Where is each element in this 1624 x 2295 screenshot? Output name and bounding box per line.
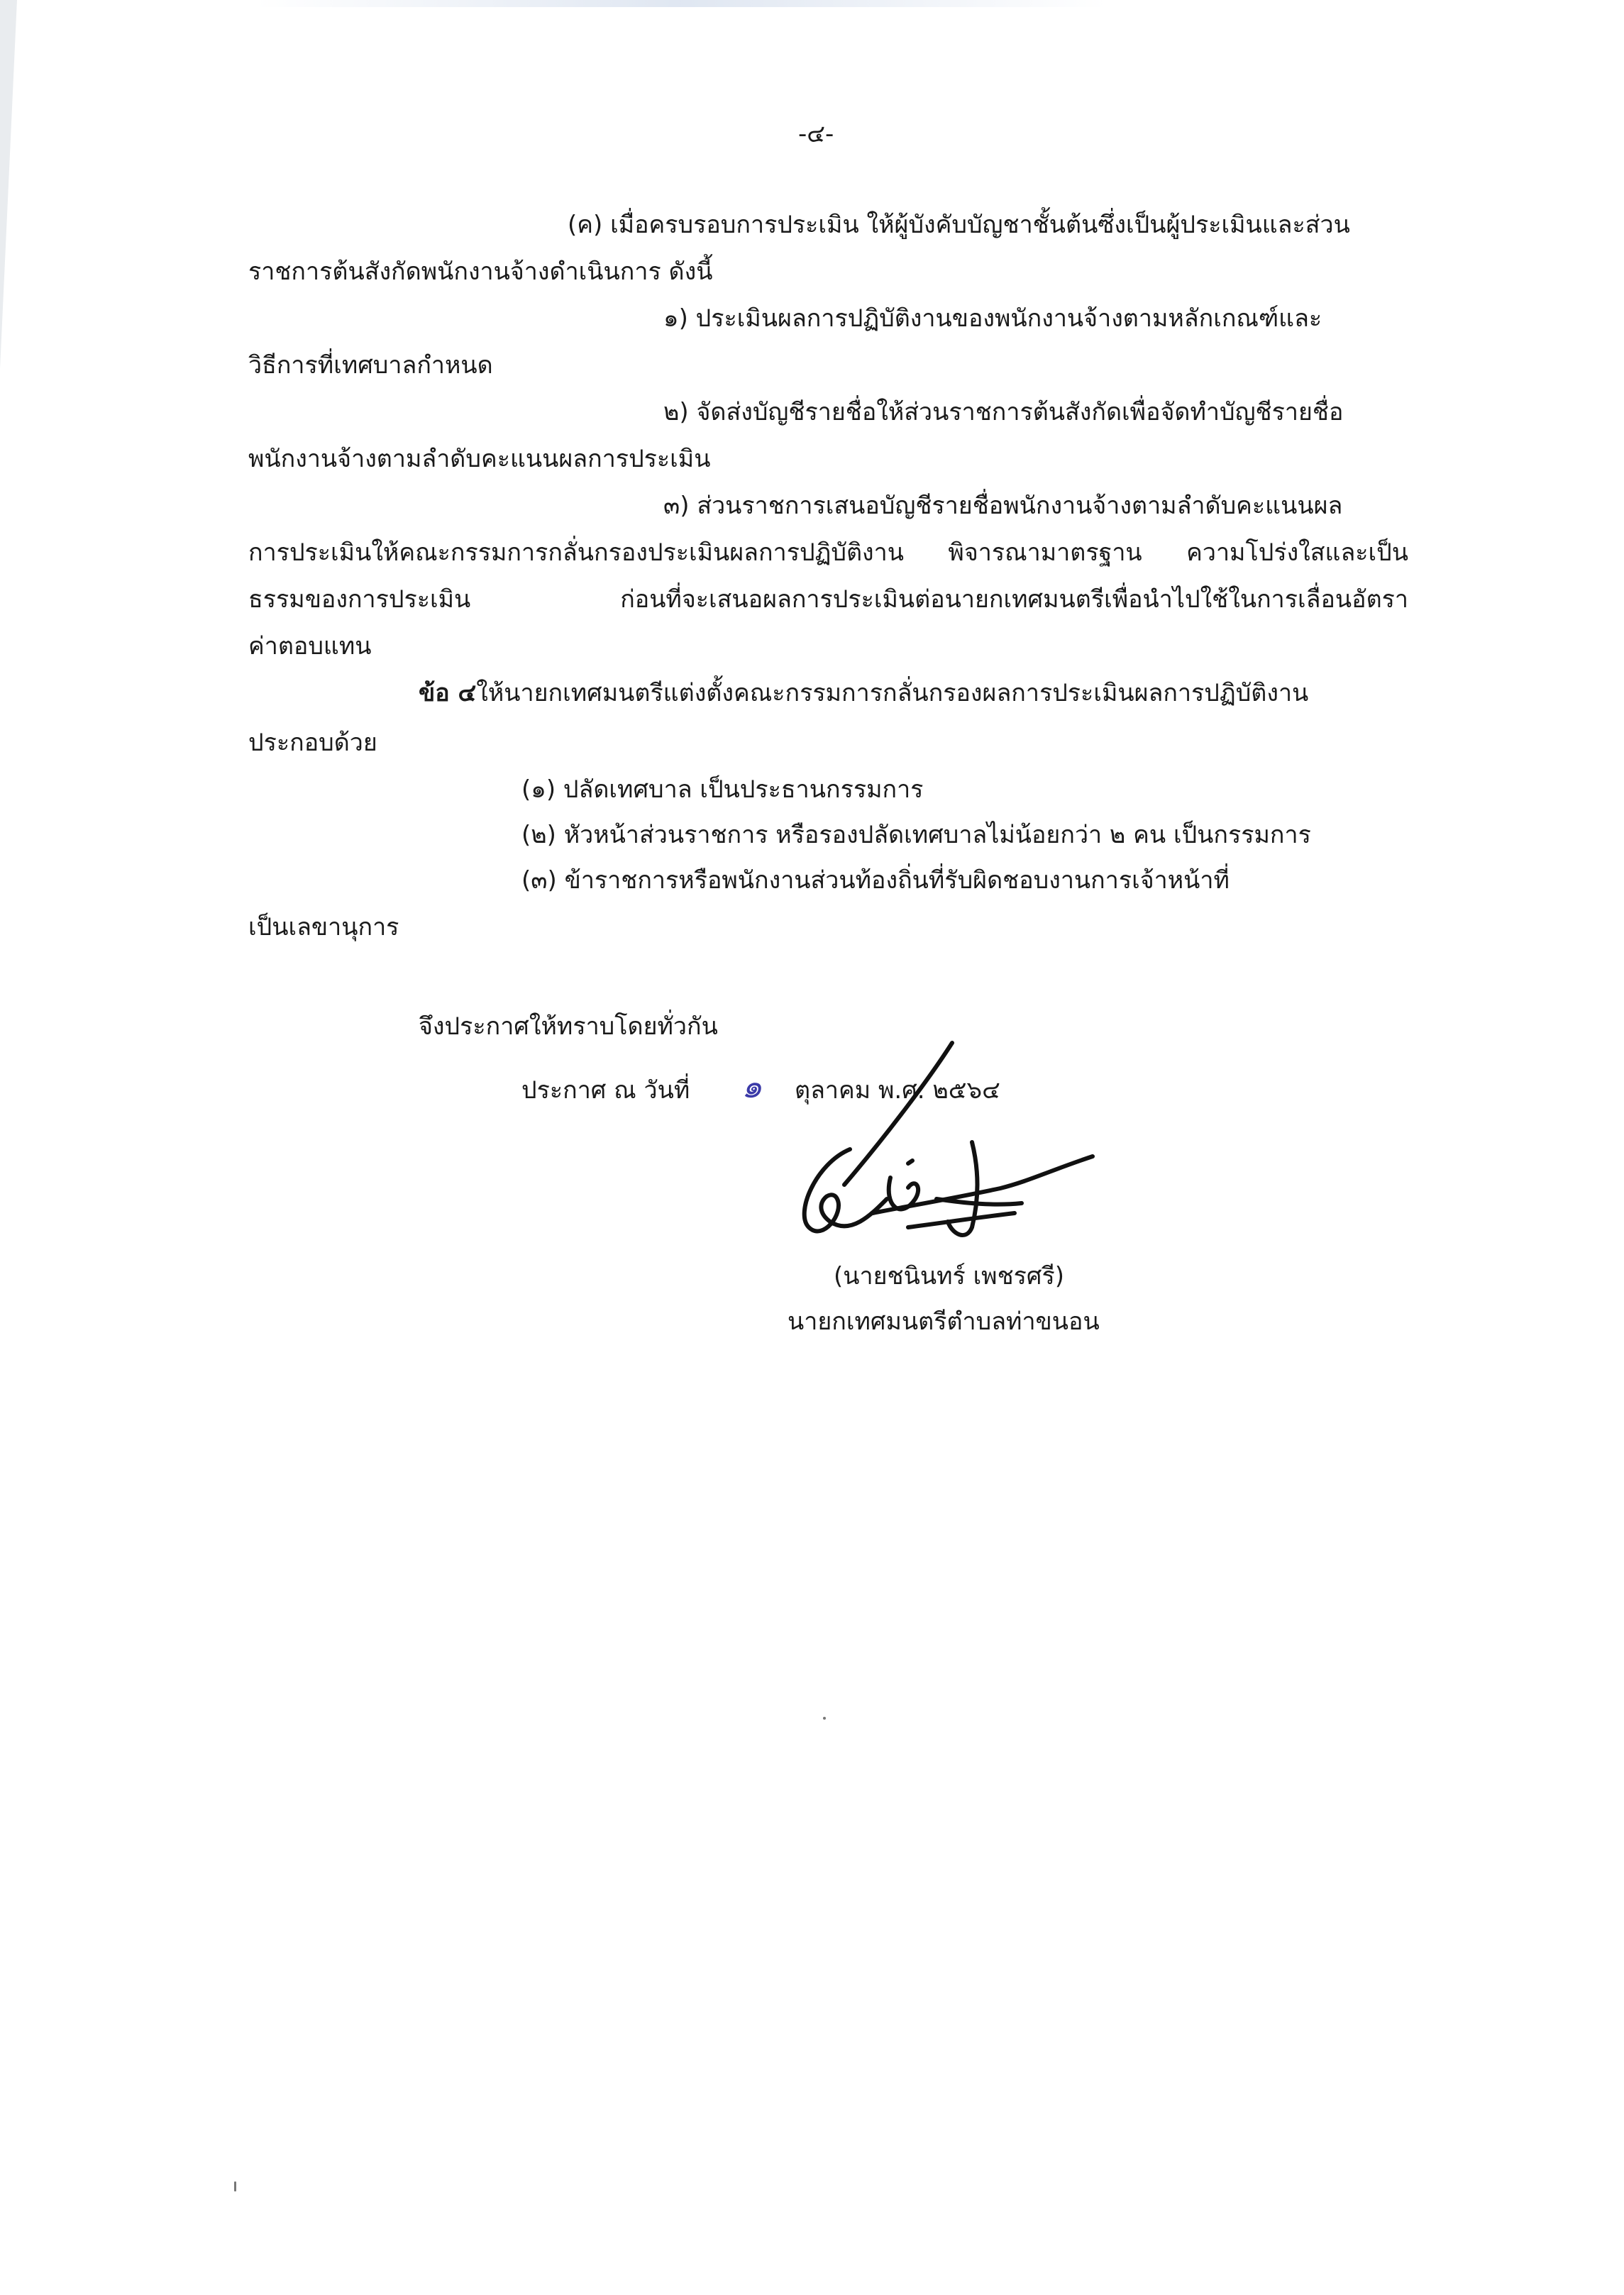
item-1-first: ๑) ประเมินผลการปฏิบัติงานของพนักงานจ้างตามหลักเกณฑ์และ: [663, 304, 1322, 333]
signatory-position: นายกเทศมนตรีตำบลท่าขนอน: [788, 1307, 1100, 1336]
member-3-first: (๓) ข้าราชการหรือพนักงานส่วนท้องถิ่นที่รับผิดชอบงานการเจ้าหน้าที่: [521, 866, 1230, 895]
date-day-handwritten: ๑: [741, 1067, 763, 1105]
paragraph-c-first: (ค) เมื่อครบรอบการประเมิน ให้ผู้บังคับบัญชาชั้นต้นซึ่งเป็นผู้ประเมินและส่วน: [568, 211, 1350, 239]
member-3-continuation: เป็นเลขานุการ: [248, 913, 399, 941]
item-3-continuation-1: การประเมินให้คณะกรรมการกลั่นกรองประเมินผลการปฏิบัติงาน พิจารณามาตรฐาน ความโปร่งใสและเป็น: [248, 538, 1408, 567]
signature-image: [766, 1036, 1100, 1249]
item-3-first: ๓) ส่วนราชการเสนอบัญชีรายชื่อพนักงานจ้างตามลำดับคะแนนผล: [663, 492, 1343, 520]
date-prefix: ประกาศ ณ วันที่: [521, 1076, 690, 1105]
item-3-continuation-2: ธรรมของการประเมิน ก่อนที่จะเสนอผลการประเมินต่อนายกเทศมนตรีเพื่อนำไปใช้ในการเลื่อนอัตรา: [248, 585, 1408, 614]
clause-4-continuation: ประกอบด้วย: [248, 729, 377, 757]
member-2: (๒) หัวหน้าส่วนราชการ หรือรองปลัดเทศบาลไม่น้อยกว่า ๒ คน เป็นกรรมการ: [521, 821, 1311, 849]
item-2-continuation: พนักงานจ้างตามลำดับคะแนนผลการประเมิน: [248, 445, 711, 473]
member-1: (๑) ปลัดเทศบาล เป็นประธานกรรมการ: [521, 775, 924, 804]
scan-top-artifact: [255, 0, 1107, 7]
announcement-line: จึงประกาศให้ทราบโดยทั่วกัน: [419, 1012, 718, 1041]
scan-edge-artifact: [0, 0, 17, 369]
item-3-continuation-3: ค่าตอบแทน: [248, 632, 372, 660]
scan-speck: [234, 2181, 236, 2191]
page-number-real: -๔-: [798, 120, 834, 148]
item-2-first: ๒) จัดส่งบัญชีรายชื่อให้ส่วนราชการต้นสังกัดเพื่อจัดทำบัญชีรายชื่อ: [663, 398, 1344, 426]
clause-4-label: ข้อ ๔: [419, 679, 477, 707]
clause-4-first: [419, 681, 1308, 705]
date-month-year: ตุลาคม พ.ศ. ๒๕๖๔: [795, 1076, 1000, 1105]
paragraph-c-continuation: ราชการต้นสังกัดพนักงานจ้างดำเนินการ ดังนี้: [248, 258, 713, 286]
clause-4-text: ให้นายกเทศมนตรีแต่งตั้งคณะกรรมการกลั่นกรองผลการประเมินผลการปฏิบัติงาน: [476, 679, 1309, 707]
item-1-continuation: วิธีการที่เทศบาลกำหนด: [248, 351, 493, 380]
scan-speck: [823, 1717, 826, 1720]
signatory-name: (นายชนินทร์ เพชรศรี): [834, 1262, 1065, 1290]
